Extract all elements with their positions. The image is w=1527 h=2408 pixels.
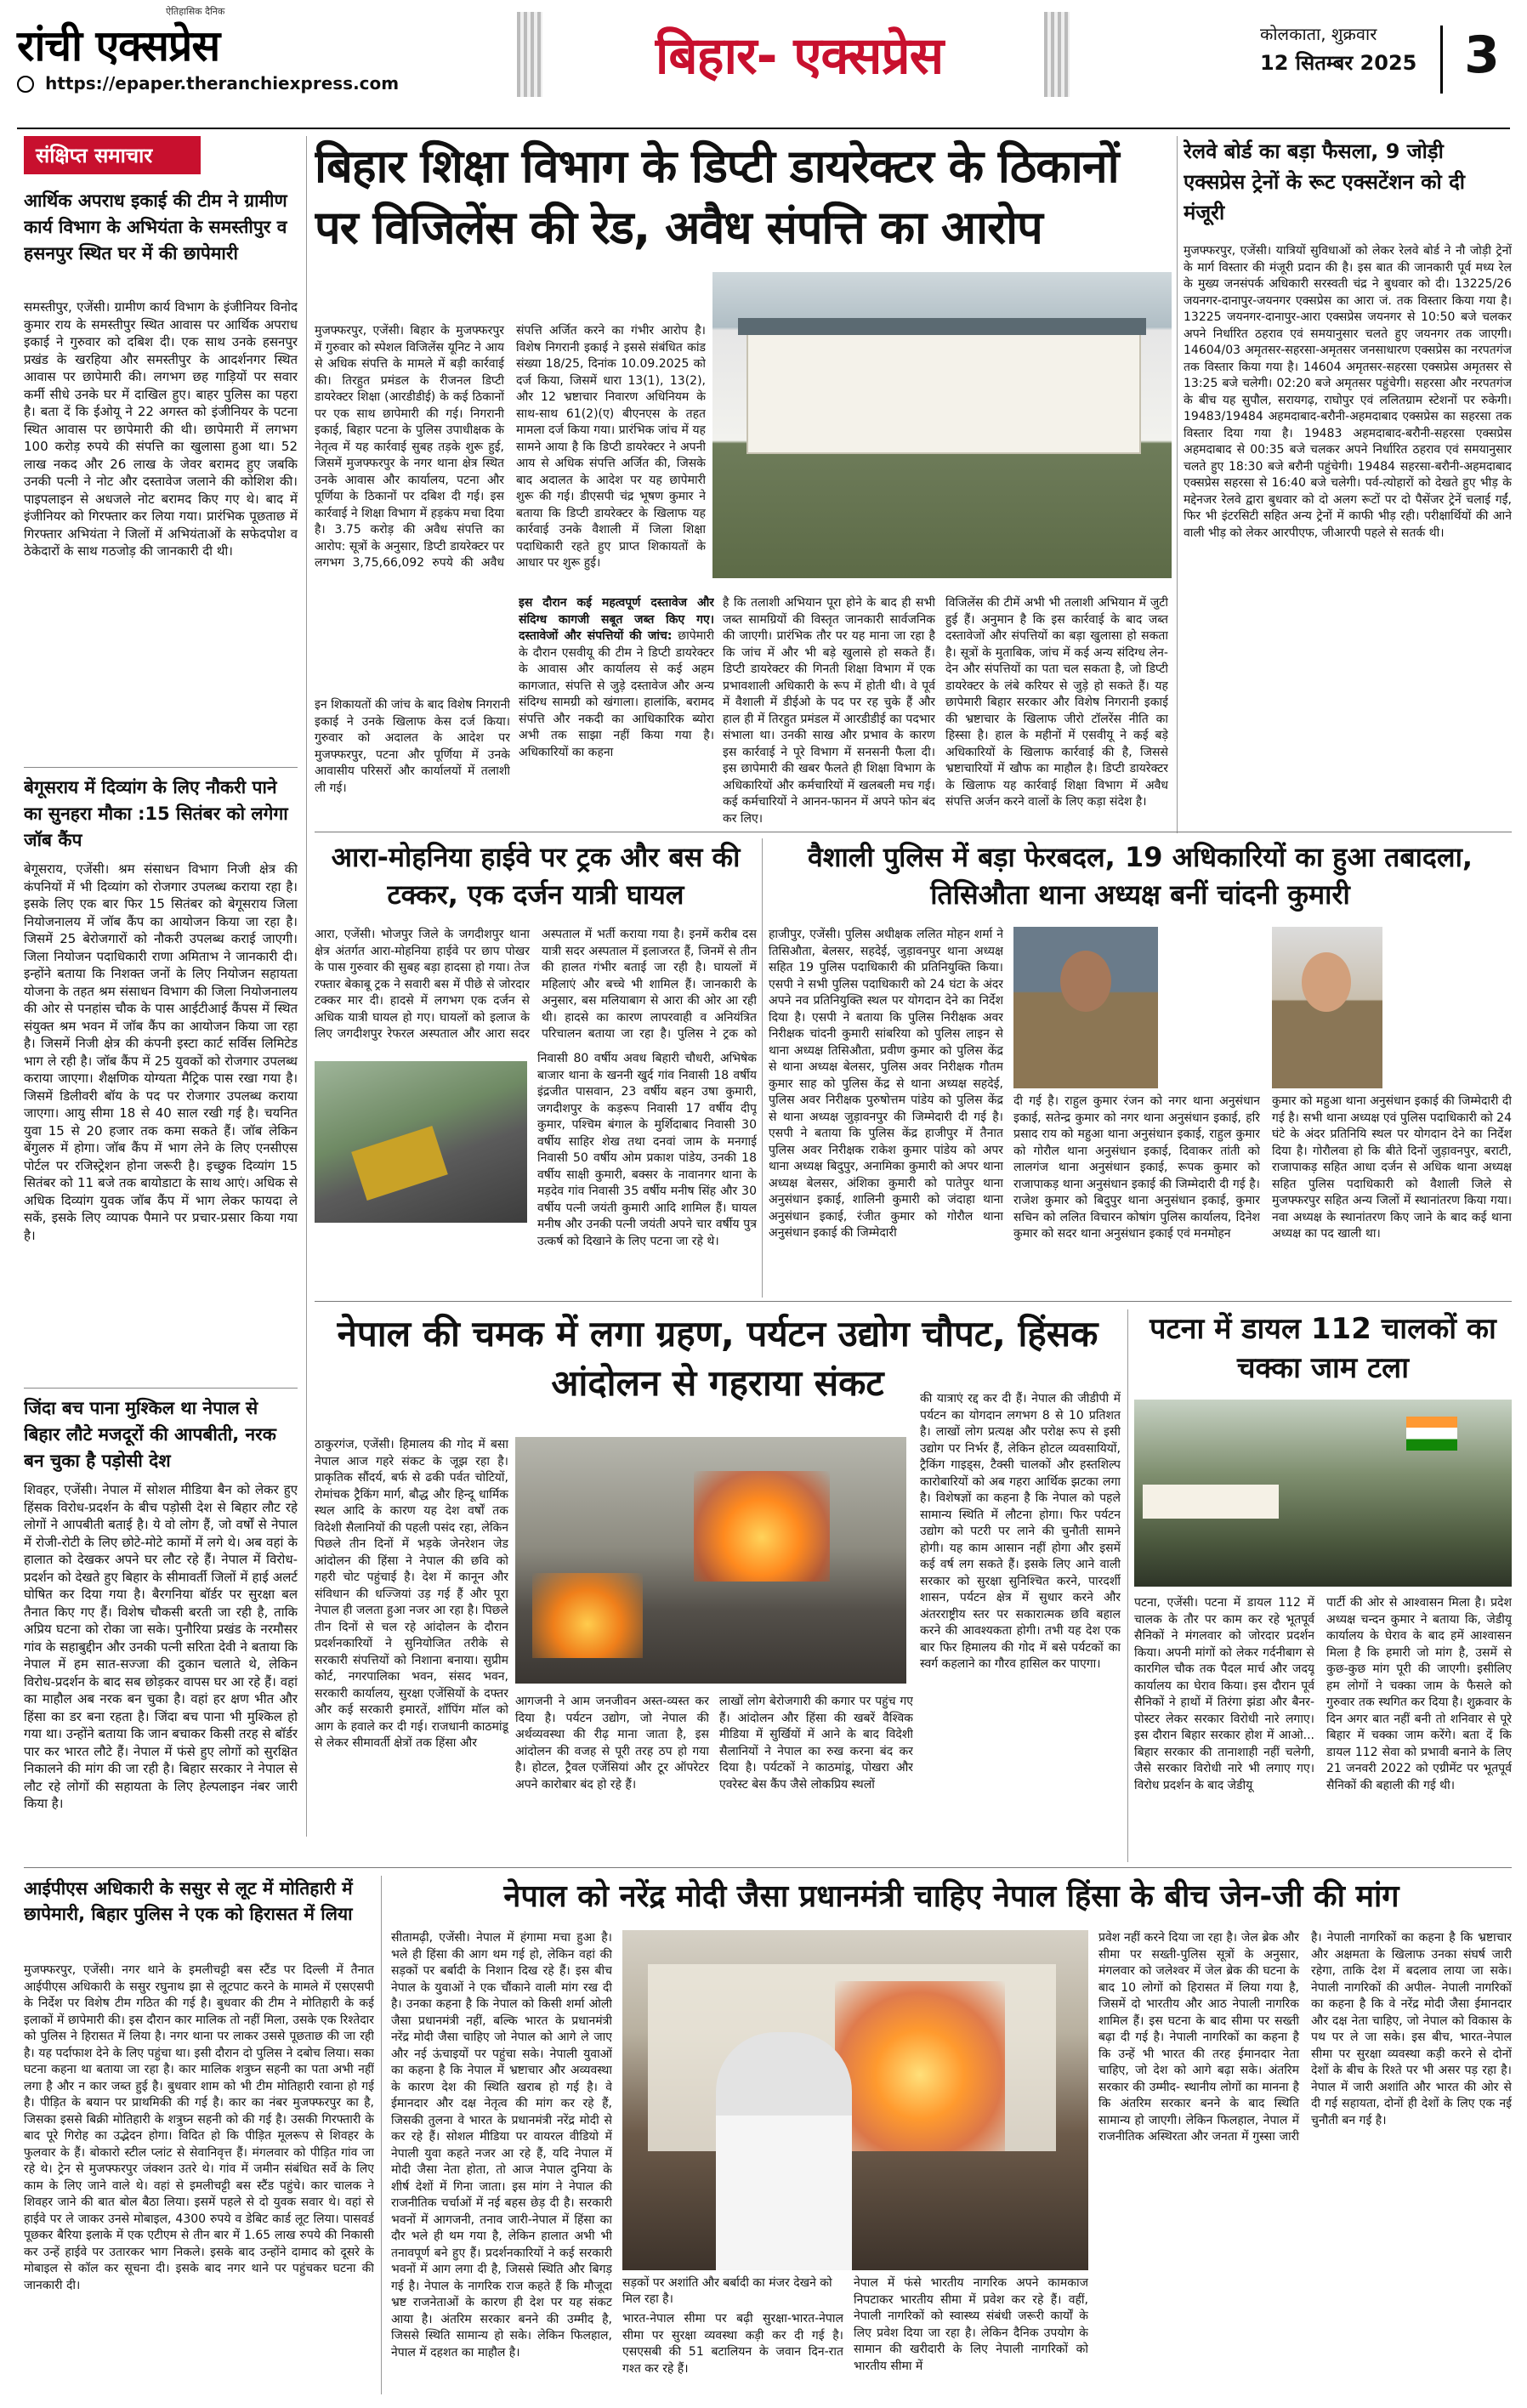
lead-story-headline: बिहार शिक्षा विभाग के डिप्टी डायरेक्टर के ठिकानों पर विजिलेंस की रेड, अवैध संपत्ति का आरोप	[315, 139, 1119, 254]
masthead-rule	[17, 128, 1510, 129]
section-rule	[24, 1867, 1512, 1868]
nepal-story-col2: लाखों लोग बेरोजगारी की कगार पर पहुंच गए हैं। आंदोलन और हिंसा की खबरें वैश्विक मीडिया में सुर्खियों में आने के बाद विदेशी सैलानियों ने नेपाल का रुख करना बंद कर दिया है। पर्यटकों ने काठमांडू, पोखरा और एवरेस्ट बेस कैंप जैसे लोकप्रिय स्थलों	[719, 1695, 913, 1792]
masthead-pillar-left	[517, 12, 542, 97]
accident-story	[315, 838, 757, 1298]
brief-story-headline: बेगूसराय में दिव्यांग के लिए नौकरी पाने का सुनहरा मौका :15 सितंबर को लगेगा जॉब कैंप	[24, 777, 288, 850]
face-shape	[1060, 951, 1111, 1012]
nepal-story-col1b: आगजनी ने आम जनजीवन अस्त-व्यस्त कर दिया है। पर्यटन उद्योग, जो नेपाल की अर्थव्यवस्था की रीढ़ माना जाता है, इस आंदोलन की वजह से पूरी तरह ठप हो गया है। होटल, ट्रैवल एजेंसियां और टूर ऑपरेटर अपने कारोबार बंद हो रहे हैं।	[515, 1695, 709, 1792]
genz-story-headline: नेपाल को नरेंद्र मोदी जैसा प्रधानमंत्री चाहिए नेपाल हिंसा के बीच जेन-जी की मांग	[503, 1879, 1399, 1914]
officer-photo-female	[1272, 927, 1382, 1088]
photo-caption: सड़कों पर अशांति और बर्बादी का मंजर देखने को मिल रहा है।	[622, 2276, 832, 2306]
logo-tagline: ऐतिहासिक दैनिक	[166, 6, 225, 17]
logo-text: रांची एक्सप्रेस	[17, 21, 220, 71]
lead-story	[315, 136, 1173, 833]
lead-column-rule	[1177, 136, 1178, 833]
lead-story-kicker: इस दौरान कई महत्वपूर्ण दस्तावेज और संदिग्ध कागजी सबूत जब्त किए गए। दस्तावेजों और संपत्तियों की जांच:	[519, 596, 714, 643]
patna-column-rule	[1127, 1309, 1128, 1862]
rail-story-body: मुजफ्फरपुर, एजेंसी। यात्रियों सुविधाओं को लेकर रेलवे बोर्ड ने नौ जोड़ी ट्रेनों के मार्ग विस्तार की मंजूरी प्रदान की है। इस बात की जानकारी पूर्व मध्य रेल के मुख्य जनसंपर्क अधिकारी सरस्वती चंद्र ने बुधवार को दी। 13225/26 जयनगर-दानापुर-जयनगर एक्सप्रेस का आरा जं. तक विस्तार किया गया है। 13225 जयनगर-दानापुर-आरा एक्सप्रेस जयनगर से 10:50 बजे चलकर अपने निर्धारित ठहराव एवं समयानुसार चलते हुए जयनगर तक जाएगी। 14604/03 अमृतसर-सहरसा-अमृतसर जनसाधारण एक्सप्रेस का नरपतगंज तक विस्तार किया गया है। 14604 अमृतसर-सहरसा एक्सप्रेस अमृतसर से 13:25 बजे चलेगी। 02:20 बजे अमृतसर पहुंचेगी। सहरसा और नरपतगंज के बीच यह सुपौल, सरायगढ़, राघोपुर एवं ललितग्राम स्टेशनों पर रुकेगी। 19483/19484 अहमदाबाद-बरौनी-अहमदाबाद एक्सप्रेस का सहरसा तक विस्तार दिया गया है। 19483 अहमदाबाद-बरौनी-सहरसा एक्सप्रेस अहमदाबाद से 00:35 बजे चलकर अपने निर्धारित ठहराव एवं समयानुसार चलते हुए 18:30 बजे बरौनी पहुंचेगी। 19484 सहरसा-बरौनी-अहमदाबाद एक्सप्रेस सहरसा से 16:40 बजे चलेगी। पर्व-त्योहारों को देखते हुए भीड़ के मद्देनजर रेलवे द्वारा बुधवार को दो अलग रूटों पर दो पैसेंजर ट्रेनें चलाई गईं, फिर भी इंटरसिटी सहित अन्य ट्रेनों में काफी भीड़ रही। परीक्षार्थियों की आने वाली भीड़ को लेकर आरपीएफ, जीआरपी पहले से सतर्क थी।	[1184, 244, 1512, 540]
issue-date: 12 सितम्बर 2025	[1260, 51, 1417, 75]
genz-story	[391, 1876, 1512, 2394]
officer-photo-male	[1013, 927, 1158, 1088]
lead-story-col2-text: इन शिकायतों की जांच के बाद विशेष निगरानी इकाई ने उनके खिलाफ केस दर्ज किया। गुरुवार को अदालत के आदेश पर मुजफ्फरपुर, पटना और पूर्णिया में उनके आवासीय परिसरों और कार्यालयों में तलाशी ली गई।	[315, 698, 510, 795]
person-portrait	[716, 2032, 852, 2270]
brief-story	[24, 1395, 298, 1830]
patna-story	[1134, 1309, 1512, 1862]
nepal-story-col3: की यात्राएं रद्द कर दी हैं। नेपाल की जीडीपी में पर्यटन का योगदान लगभग 8 से 10 प्रतिशत है। लाखों लोग प्रत्यक्ष और परोक्ष रूप से इसी उद्योग पर निर्भर हैं, लेकिन होटल व्यवसायियों, ट्रैकिंग गाइड्स, टैक्सी चालकों और हस्तशिल्प कारोबारियों को अब गहरा आर्थिक झटका लगा है। विशेषज्ञों का कहना है कि नेपाल को पहले सामान्य स्थिति में लौटना होगा। फिर पर्यटन उद्योग को पटरी पर लाने की चुनौती सामने होगी। यह काम आसान नहीं होगा और इसमें कई वर्ष लग सकते हैं। इसके लिए आने वाली सरकार को सुरक्षा सुनिश्चित करने, पारदर्शी शासन, पर्यटन क्षेत्र में सुधार करने और अंतरराष्ट्रीय स्तर पर सकारात्मक छवि बहाल करने की आवश्यकता होगी। तभी यह देश एक बार फिर हिमालय की गोद में बसे पर्यटकों का स्वर्ग कहलाने का गौरव हासिल कर पाएगा।	[920, 1392, 1121, 1671]
rail-story-headline: रेलवे बोर्ड का बड़ा फैसला, 9 जोड़ी एक्सप्रेस ट्रेनों के रूट एक्सटेंशन को दी मंजूरी	[1184, 139, 1466, 224]
lead-story-col2b	[519, 595, 714, 833]
fire-shape	[532, 1573, 643, 1658]
accident-story-col1: आरा, एजेंसी। भोजपुर जिले के जगदीशपुर थाना क्षेत्र अंतर्गत आरा-मोहनिया हाईवे पर छाप पोखर के पास गुरुवार की सुबह बड़ा हादसा हो गया। तेज रफ्तार बेकाबू ट्रक ने सवारी बस में पीछे से जोरदार टक्कर मार दी। हादसे में लगभग एक दर्जन से अधिक यात्री घायल हो गए। घायलों को इलाज के लिए जगदीशपुर रेफरल अस्पताल और आरा सदर अस्पताल में भर्ती कराया गया है। इनमें करीब दस यात्री सदर अस्पताल में इलाजरत हैं, जिनमें से तीन की हालत गंभीर बताई जा रही है। घायलों में महिलाएं और बच्चे भी शामिल हैं। जानकारी के अनुसार, बस मलियाबाग से आरा की ओर आ रही थी। हादसे का कारण लापरवाही व अनियंत्रित परिचालन बताया जा रहा है। पुलिस ने ट्रक को	[315, 928, 757, 1041]
sidebar-column-rule	[306, 136, 307, 1837]
accident-story-col2: निवासी 80 वर्षीय अवध बिहारी चौधरी, अभिषेक बाजार थाना के खननी खुर्द गांव निवासी 18 वर्षीय इंद्रजीत पासवान, 23 वर्षीय बहन उषा कुमारी, जगदीशपुर के कड़रूप निवासी 17 वर्षीय दीपू कुमार, पश्चिम बंगाल के मुर्शिदाबाद निवासी 30 वर्षीय साहिर शेख तथा दनवां जाम के मनगाई निवासी 50 वर्षीय ओम प्रकाश पांडेय, उनकी 18 वर्षीय साक्षी कुमारी, बक्सर के नावानगर थाना के मड़देव गांव निवासी 35 वर्षीय मनीष सिंह और 30 वर्षीय पत्नी जयंती कुमारी आदि शामिल हैं। घायल मनीष और उनकी पत्नी जयंती अपने चार वर्षीय पुत्र उत्कर्ष को दिखाने के लिए पटना जा रहे थे।	[537, 1052, 757, 1248]
patna-story-col1: पटना, एजेंसी। पटना में डायल 112 में चालक के तौर पर काम कर रहे भूतपूर्व सैनिकों ने मंगलवार को जोरदार प्रदर्शन किया। अपनी मांगों को लेकर गर्दनीबाग से कारगिल चौक तक पैदल मार्च और जदयू कार्यालय का घेराव किया। इस दौरान पूर्व सैनिकों ने हाथों में तिरंगा झंडा और बैनर-पोस्टर लेकर सरकार विरोधी नारे लगाए। इस दौरान बिहार सरकार होश में आओ... बिहार सरकार की तानाशाही नहीं चलेगी, जैसे सरकार विरोधी नारे भी लगाए गए। विरोध प्रदर्शन के बाद जेडीयू	[1134, 1596, 1314, 1792]
police-story-col3: कुमार को महुआ थाना अनुसंधान इकाई की जिम्मेदारी दी गई है। सभी थाना अध्यक्ष एवं पुलिस पदाधिकारी को 24 घंटे के अंदर प्रतिनियि स्थल पर योगदान देने का निर्देश दिया है। गोरौलवा हो कि बीते दिनों जुड़ावनपुर, बराटी, राजापाकड़ सहित आधा दर्जन से अधिक थाना अध्यक्ष सहित पुलिस पदाधिकारी को वैशाली जिले से मुजफ्फरपुर सहित अन्य जिलों में स्थानांतरण किया गया। नवा अध्यक्ष के स्थानांतरण किए जाने के बाद कई थाना अध्यक्ष का पद खाली था।	[1272, 1094, 1512, 1241]
globe-icon	[17, 76, 34, 93]
lead-story-col4: विजिलेंस की टीमें अभी भी तलाशी अभियान में जुटी हुई हैं। अनुमान है कि इस कार्रवाई के बाद जब्त दस्तावेजों और संपत्तियों का बड़ा खुलासा हो सकता है। सूत्रों के मुताबिक, जांच में कई अन्य संदिग्ध लेन-देन और संपत्तियों का पता चल सकता है, जो डिप्टी डायरेक्टर के लंबे करियर से जुड़े हो सकते हैं। यह छापेमारी बिहार सरकार और विशेष निगरानी इकाई की भ्रष्टाचार के खिलाफ जीरो टॉलरेंस नीति का हिस्सा है। हाल के महीनों में एसवीयू ने कई बड़े अधिकारियों के खिलाफ कार्रवाई की है, जिससे भ्रष्टाचारियों में खौफ का माहौल है। डिप्टी डायरेक्टर के खिलाफ यह कार्रवाई शिक्षा विभाग में अवैध संपत्ति अर्जन करने वालों के लिए कड़ा संदेश है।	[945, 596, 1168, 809]
fire-shape	[835, 1981, 1005, 2151]
brief-story-body: समस्तीपुर, एजेंसी। ग्रामीण कार्य विभाग के इंजीनियर विनोद कुमार राय के समस्तीपुर स्थित आवास पर आर्थिक अपराध इकाई ने गुरुवार को दबिश दी। एक साथ उनके हसनपुर प्रखंड के खरहिया और समस्तीपुर के आदर्शनगर स्थित आवास पर छापेमारी की। लगभग छह गाड़ियों पर सवार कर्मी सीधे उनके घर में दाखिल हुए। बाहर पुलिस का पहरा है। बता दें कि ईओयू ने 22 अगस्त को इंजीनियर के पटना स्थित आवास पर छापेमारी की थी। छापेमारी में लगभग 100 करोड़ रुपये की संपत्ति का खुलासा हुआ था। 52 लाख नकद और 26 लाख के जेवर बरामद हुए जबकि उनकी पत्नी ने नोट और दस्तावेज जलाने की कोशिश की। पाइपलाइन से अधजले नोट बरामद किए गए थे। बाद में इंजीनियर को गिरफ्तार कर लिया गया। प्रारंभिक पूछताछ में गिरफ्तार अभियंता ने जिलों में अभियंताओं के सफेदपोश व ठेकेदारों के साथ गठजोड़ की जानकारी दी थी।	[24, 299, 298, 559]
rail-story	[1184, 136, 1512, 833]
banner-shape	[1143, 1485, 1279, 1519]
lead-story-col3: है कि तलाशी अभियान पूरा होने के बाद ही सभी जब्त सामग्रियों की विस्तृत जानकारी सार्वजनिक की जाएगी। प्रारंभिक तौर पर यह माना जा रहा है कि जांच में और भी बड़े खुलासे हो सकते हैं। डिप्टी डायरेक्टर की गिनती शिक्षा विभाग में एक प्रभावशाली अधिकारी के रूप में होती थी। वे पूर्व में वैशाली में डीईओ के पद पर रह चुके हैं और हाल ही में तिरहुत प्रमंडल में आरडीडीई का पदभार संभाला था। उनकी साख और प्रभाव के कारण इस कार्रवाई ने पूरे विभाग में सनसनी फैला दी। इस छापेमारी की खबर फैलते ही शिक्षा विभाग के अधिकारियों और कर्मचारियों में खलबली मच गई। कई कर्मचारियों ने आनन-फानन में अपने फोन बंद कर लिए।	[723, 596, 935, 826]
protest-photo	[1134, 1400, 1512, 1587]
building-shape	[746, 332, 1141, 454]
brief-story-body: शिवहर, एजेंसी। नेपाल में सोशल मीडिया बैन को लेकर हुए हिंसक विरोध-प्रदर्शन के बीच पड़ोसी देश से बिहार लौट रहे लोगों ने आपबीती बताई है। ये वो लोग हैं, जो वर्षों से नेपाल में रोजी-रोटी के लिए छोटे-मोटे कामों में लगे थे। अब वहां के हालात को देखकर अपने घर लौट रहे हैं। नेपाल में विरोध-प्रदर्शन को देखते हुए बिहार के सीमावर्ती जिलों में हाई अलर्ट घोषित कर दिया गया है। बैरगनिया बॉर्डर पर सुरक्षा बल तैनात किए गए हैं। विशेष चौकसी बरती जा रही है, ताकि अप्रिय घटना को रोका जा सके। पुनौरिया प्रखंड के नरमौसर गांव के सहाबुद्दीन और उनकी पत्नी सरिता देवी ने बताया कि नेपाल में हम सात-सज्जा की दुकान चलाते थे, लेकिन विरोध-प्रदर्शन के बाद सब छोड़कर वापस घर आ रहे हैं। वहां का माहौल अब नरक बन चुका है। वहां हर क्षण भीत और हिंसा का डर बना रहता है। जिंदा बच पाना भी मुश्किल हो गया था। उन्होंने बताया कि जान बचाकर किसी तरह से बॉर्डर पार कर भारत लौटे हैं। नेपाल में फंसे हुए लोगों को सुरक्षित निकालने की मांग की जा रही है। बिहार सरकार ने नेपाल से लौट रहे लोगों की सहायता के लिए हेल्पलाइन नंबर जारी किया है।	[24, 1482, 298, 1811]
newspaper-logo	[17, 5, 323, 71]
nepal-story-col1: ठाकुरगंज, एजेंसी। हिमालय की गोद में बसा नेपाल आज गहरे संकट के जूझ रहा है। प्राकृतिक सौंदर्य, बर्फ से ढकी पर्वत चोटियों, रोमांचक ट्रैकिंग मार्ग, बौद्ध और हिन्दू धार्मिक स्थल आदि के कारण यह देश वर्षों तक विदेशी सैलानियों की पहली पसंद रहा, लेकिन पिछले तीन दिनों में भड़के जेनरेशन जेड आंदोलन की हिंसा ने नेपाल की छवि को गहरी चोट पहुंचाई है। देश में कानून और संविधान की धज्जियां उड़ गई हैं और पूरा नेपाल ही जलता हुआ नजर आ रहा है। पिछले तीन दिनों से चल रहे आंदोलन के दौरान प्रदर्शनकारियों ने सुनियोजित तरीके से सरकारी संपत्तियों को निशाना बनाया। सुप्रीम कोर्ट, नगरपालिका भवन, संसद भवन, सरकारी कार्यालय, सुरक्षा एजेंसियों के दफ्तर और कई सरकारी इमारतें, शॉपिंग मॉल को आग के हवाले कर दी गई। राजधानी काठमांडू से लेकर सीमावर्ती क्षेत्रों तक हिंसा और	[315, 1438, 508, 1750]
lead-story-col2	[315, 697, 510, 833]
epaper-url[interactable]: https://epaper.theranchiexpress.com	[45, 73, 400, 94]
flag-shape	[1406, 1417, 1457, 1451]
brief-news-header: संक्षिप्त समाचार	[24, 136, 201, 174]
brief-story-body: बेगूसराय, एजेंसी। श्रम संसाधन विभाग निजी क्षेत्र की कंपनियों में भी दिव्यांग को रोजगार उपलब्ध कराया रहा है। इसके लिए एक बार फिर 15 सितंबर को बेगूसराय जिला नियोजनालय में जॉब कैंप का आयोजन किया जा रहा है। जिसमें 25 बेरोजगारों को नौकरी उपलब्ध कराई जाएगी। जिला नियोजन पदाधिकारी राणा अमिताभ ने जानकारी दी। इन्होंने बताया कि निशक्त जनों के लिए नियोजन सहायता योजना के तहत श्रम संसाधन विभाग की जिला नियोजनालय की ओर से पनहांस चौक के पास आईटीआई कैंपस में स्थित संयुक्त श्रम भवन में जॉब कैंप का आयोजन किया जा रहा है। जिसमें निजी क्षेत्र की कंपनी इस्टा कार्ट सर्विस लिमिटेड भाग ले रही है। जॉब कैंप में 25 युवकों को रोजगार उपलब्ध कराया जाएगा। शैक्षणिक योग्यता मैट्रिक पास रखा गया है। जिसमें डिलीवरी बॉय के पद पर रोजगार उपलब्ध कराया जाएगा। आयु सीमा 18 से 40 साल रखी गई है। चयनित युवा 15 से 20 हजार तक कमा सकते हैं। जॉब लेकिन बेंगुलरु में होगा। जॉब कैंप में भाग लेने के लिए एनसीएस पोर्टल पर रजिस्ट्रेशन होना जरूरी है। इच्छुक दिव्यांग 15 सितंबर को 11 बजे तक बायोडाटा के साथ आएं। अधिक से अधिक दिव्यांग युवक जॉब कैंप में भाग लेकर फायदा ले सकें, इसके लिए व्यापक पैमाने पर प्रचार-प्रसार किया गया है।	[24, 861, 298, 1243]
dateline	[1260, 22, 1447, 99]
brief-news-sidebar	[24, 136, 298, 1837]
masthead	[0, 0, 1527, 102]
patna-story-col2: पार्टी की ओर से आश्वासन मिला है। प्रदेश अध्यक्ष चन्दन कुमार ने बताया कि, जेडीयू कार्यालय के घेराव के बाद हमें आश्वासन मिला है कि हमारी जो मांग है, उसमें से कुछ-कुछ मांग पूरी की जाएगी। इसीलिए हम लोगों ने चक्का जाम के फैसले को गुरुवार तक स्थगित कर दिया है। शुक्रवार के दिन अगर बात नहीं बनी तो शनिवार से पूरे बिहार में चक्का जाम करेंगे। बता दें कि डायल 112 सेवा को प्रभावी बनाने के लिए 21 जनवरी 2022 को एग्रीमेंट पर भूतपूर्व सैनिकों की बहाली की गई थी।	[1326, 1596, 1512, 1792]
genz-story-col2-bottom: भारत-नेपाल सीमा पर बढ़ी सुरक्षा-भारत-नेपाल सीमा पर सुरक्षा व्यवस्था कड़ी कर दी गई है। एसएसबी की 51 बटालियन के जवान दिन-रात गश्त कर रहे हैं।	[622, 2312, 843, 2376]
brief-story-headline: आर्थिक अपराध इकाई की टीम ने ग्रामीण कार्य विभाग के अभियंता के समस्तीपुर व हसनपुर स्थित घर में की छापेमारी	[24, 190, 287, 264]
brief-story	[24, 188, 298, 762]
lead-story-col1: मुजफ्फरपुर, एजेंसी। बिहार के मुजफ्फरपुर में गुरुवार को स्पेशल विजिलेंस यूनिट ने आय से अधिक संपत्ति के मामले में बड़ी कार्रवाई की। तिरहुत प्रमंडल के रीजनल डिप्टी डायरेक्टर शिक्षा (आरडीडीई) के कई ठिकानों पर एक साथ छापेमारी की गई। निगरानी इकाई, बिहार पटना के पुलिस उपाधीक्षक के नेतृत्व में यह कार्रवाई सुबह तड़के शुरू हुई, जिसमें मुजफ्फरपुर के नगर थाना क्षेत्र स्थित उनके आवास और कार्यालय, पटना और पूर्णिया के ठिकानों पर दबिश दी गई। इस कार्रवाई ने शिक्षा विभाग में हड़कंप मचा दिया है। 3.75 करोड़ की अवैध संपत्ति का आरोप: सूत्रों के अनुसार, डिप्टी डायरेक्टर पर लगभग 3,75,66,092 रुपये की अवैध संपत्ति अर्जित करने का गंभीर आरोप है। विशेष निगरानी इकाई ने इससे संबंधित कांड संख्या 18/25, दिनांक 10.09.2025 को दर्ज किया, जिसमें धारा 13(1), 13(2), और 12 भ्रष्टाचार निवारण अधिनियम के साथ-साथ 61(2)(ए) बीएनएस के तहत मामला दर्ज किया गया। प्रारंभिक जांच में यह सामने आया है कि डिप्टी डायरेक्टर ने अपनी आय से अधिक संपत्ति अर्जित की, जिसके बाद अदालत के आदेश पर यह छापेमारी शुरू की गई। डीएसपी चंद्र भूषण कुमार ने बताया कि डिप्टी डायरेक्टर के खिलाफ यह कार्रवाई उनके वैशाली में जिला शिक्षा पदाधिकारी रहते हुए प्राप्त शिकायतों के आधार पर शुरू हुई।	[315, 324, 706, 570]
police-story-col1: हाजीपुर, एजेंसी। पुलिस अधीक्षक ललित मोहन शर्मा ने तिसिऔता, बेलसर, सहदेई, जुड़ावनपुर थाना अध्यक्ष सहित 19 पुलिस पदाधिकारी की प्रतिनियुक्ति किया। एसपी ने सभी पुलिस पदाधिकारी को 24 घंटा के अंदर अपने नव प्रतिनियुक्ति स्थल पर योगदान देने का निर्देश दिया है। एसपी ने बताया कि पुलिस निरीक्षक अवर निरीक्षक चांदनी कुमारी सांबरिया को पुलिस लाइन से थाना अध्यक्ष तिसिऔता, प्रवीण कुमार को पुलिस केंद्र से थाना अध्यक्ष बेलसर, पुलिस अवर निरीक्षक गौतम कुमार साह को पुलिस केंद्र से थाना अध्यक्ष सहदेई, पुलिस अवर निरीक्षक पुरुषोत्तम पांडेय को पुलिस केंद्र से थाना अध्यक्ष जुड़ावनपुर की जिम्मेदारी दी गई है। एसपी ने बताया कि पुलिस केंद्र हाजीपुर में तैनात पुलिस अवर निरीक्षक राकेश कुमार पांडेय को अपर थाना अध्यक्ष बिदुपुर, अनामिका कुमारी को अपर थाना अध्यक्ष बेलसर, अंशिका कुमारी को पातेपुर थाना अनुसंधान इकाई, शालिनी कुमारी को जंदाहा थाना अनुसंधान इकाई, रंजीत कुमार को गोरौल थाना अनुसंधान इकाई की जिम्मेदारी	[769, 928, 1003, 1240]
police-story	[769, 838, 1512, 1298]
police-column-rule	[762, 838, 763, 1298]
dateline-divider	[1440, 26, 1443, 94]
sidebar-divider	[24, 767, 298, 768]
truck-shape	[351, 1126, 448, 1201]
genz-story-col1: सीतामढ़ी, एजेंसी। नेपाल में हंगामा मचा हुआ है। भले ही हिंसा की आग थम गई हो, लेकिन वहां की सड़कों पर बर्बादी के निशान दिख रहे हैं। इस बीच नेपाल के युवाओं ने एक चौंकाने वाली मांग रख दी है। उनका कहना है कि नेपाल को किसी शर्मा ओली जैसा प्रधानमंत्री नहीं, बल्कि भारत के प्रधानमंत्री नरेंद्र मोदी जैसा चाहिए जो नेपाल को आगे ले जाए और नई ऊंचाइयों पर पहुंचा सके। नेपाली युवाओं का कहना है कि नेपाल में भ्रष्टाचार और अव्यवस्था के कारण देश की स्थिति खराब हो गई है। वे ईमानदार और दक्ष नेतृत्व की मांग कर रहे हैं, जिसकी तुलना वे भारत के प्रधानमंत्री नरेंद्र मोदी से कर रहे हैं। सोशल मीडिया पर वायरल वीडियो में नेपाली युवा कहते नजर आ रहे हैं, यदि नेपाल में मोदी जैसा नेता होता, तो आज नेपाल दुनिया के शीर्ष देशों में गिना जाता। इस मांग ने नेपाल की राजनीतिक चर्चाओं में नई बहस छेड़ दी है। सरकारी भवनों में आगजनी, तनाव जारी-नेपाल में हिंसा का दौर भले ही थम गया है, लेकिन हालात अभी भी तनावपूर्ण बने हुए हैं। प्रदर्शनकारियों ने कई सरकारी भवनों में आग लगा दी है, जिससे स्थिति और बिगड़ गई है। नेपाल के नागरिक राज कहते हैं कि मौजूदा भ्रष्ट राजनेताओं के कारण ही देश पर यह संकट आया है। अंतरिम सरकार बनने की उम्मीद है, जिससे स्थिति सामान्य हो सके। लेकिन फिलहाल, नेपाल में दहशत का माहौल है।	[391, 1931, 612, 2360]
genz-story-col4: प्रवेश नहीं करने दिया जा रहा है। जेल ब्रेक और सीमा पर सख्ती-पुलिस सूत्रों के अनुसार, मंगलवार को जलेश्वर में जेल ब्रेक की घटना के बाद 10 लोगों को हिरासत में लिया गया है, जिसमें दो भारतीय और आठ नेपाली नागरिक शामिल हैं। इस घटना के बाद सीमा पर सख्ती बढ़ा दी गई है। नेपाली नागरिकों का कहना है कि उन्हें भी भारत की तरह ईमानदार नेता चाहिए, जो देश को आगे बढ़ा सके। अंतरिम सरकार की उम्मीद- स्थानीय लोगों का मानना है कि अंतरिम सरकार बनने के बाद स्थिति सामान्य हो जाएगी। लेकिन फिलहाल, नेपाल में राजनीतिक अस्थिरता और जनता में गुस्सा जारी है। नेपाली नागरिकों का कहना है कि भ्रष्टाचार और अक्षमता के खिलाफ उनका संघर्ष जारी रहेगा, ताकि देश में बदलाव लाया जा सके। नेपाली नागरिकों की अपील- नेपाली नागरिकों का कहना है कि वे नरेंद्र मोदी जैसा ईमानदार और दक्ष नेता चाहिए, जो नेपाल को विकास के पथ पर ले जा सके। इस बीच, भारत-नेपाल सीमा पर सुरक्षा व्यवस्था कड़ी करने से दोनों देशों के बीच के रिश्ते पर भी असर पड़ रहा है। नेपाल में जारी अशांति और भारत की ओर से दी गई सहायता, दोनों ही देशों के लिए एक नई चुनौती बन गई है।	[1098, 1931, 1512, 2144]
brief-story	[24, 775, 298, 1383]
section-rule	[315, 1301, 1512, 1302]
patna-story-headline: पटना में डायल 112 चालकों का चक्का जाम टला	[1150, 1312, 1496, 1385]
face-shape	[1302, 952, 1351, 1012]
accident-story-headline: आरा-मोहनिया हाईवे पर ट्रक और बस की टक्कर, एक दर्जन यात्री घायल	[331, 841, 741, 911]
page-number: 3	[1464, 26, 1500, 85]
sidebar-divider	[24, 1388, 298, 1389]
building-roof	[738, 318, 1146, 335]
fire-shape	[694, 1471, 830, 1582]
section-title: बिहार- एक्सप्रेस	[655, 26, 944, 86]
nepal-fire-photo	[515, 1437, 906, 1684]
police-story-col2: दी गई है। राहुल कुमार रंजन को नगर थाना अनुसंधान इकाई, सतेन्द्र कुमार को नगर थाना अनुसंधान इकाई, हरि प्रसाद राय को महुआ थाना अनुसंधान इकाई, राहुल कुमार को गोरौल थाना अनुसंधान इकाई, दिवाकर तांती को लालगंज थाना अनुसंधान इकाई, रूपक कुमार को राजापाकड़ थाना अनुसंधान इकाई की जिम्मेदारी दी गई है। राजेश कुमार को बिदुपुर थाना अनुसंधान इकाई, कुमार सचिन को ललित विचारन कोषांग पुलिस कार्यालय, दिनेश कुमार को सदर थाना अनुसंधान इकाई एवं मनमोहन	[1013, 1094, 1260, 1241]
masthead-pillar-right	[1044, 12, 1070, 97]
modi-fire-photo	[622, 1930, 1088, 2270]
vigilance-raid-photo	[712, 272, 1172, 578]
nepal-story	[315, 1309, 1121, 1862]
brief-story-headline: जिंदा बच पाना मुश्किल था नेपाल से बिहार लौटे मजदूरों की आपबीती, नरक बन चुका है पड़ोसी देश	[24, 1398, 276, 1471]
city-day: कोलकाता, शुक्रवार	[1260, 24, 1377, 44]
ips-column-rule	[381, 1876, 382, 2394]
accident-photo	[315, 1061, 527, 1223]
ips-story-headline: आईपीएस अधिकारी के ससुर से लूट में मोतिहारी में छापेमारी, बिहार पुलिस ने एक को हिरासत में लिया	[24, 1878, 353, 1924]
genz-story-col3-bottom: नेपाल में फंसे भारतीय नागरिक अपने कामकाज निपटाकर भारतीय सीमा में प्रवेश कर रहे हैं। वहीं, नेपाली नागरिकों को स्वास्थ्य संबंधी जरूरी कार्यों के लिए प्रवेश दिया जा रहा है। लेकिन दैनिक उपयोग के सामान की खरीदारी के लिए नेपाली नागरिकों को भारतीय सीमा में	[854, 2276, 1088, 2373]
police-story-headline: वैशाली पुलिस में बड़ा फेरबदल, 19 अधिकारियों का हुआ तबादला, तिसिऔता थाना अध्यक्ष बनीं चांदनी कुमारी	[807, 841, 1473, 911]
ips-story	[24, 1876, 374, 2394]
ips-story-body: मुजफ्फरपुर, एजेंसी। नगर थाने के इमलीचट्टी बस स्टैंड पर दिल्ली में तैनात आईपीएस अधिकारी के ससुर रघुनाथ झा से लूटपाट करने के मामले में एसएसपी के निर्देश पर विशेष टीम गठित की गई है। बुधवार की टीम ने मोतिहारी के कई इलाकों में छापेमारी की। इस दौरान कार मालिक तो नहीं मिला, उसके एक रिश्तेदार को पुलिस ने हिरासत में लिया है। नगर थाना पर लाकर उससे पूछताछ की जा रही है। यह पर्दाफाश देने के लिए पहुंचा था। इसी दौरान दो पुलिस ने दबोच लिया। सका घटना कहना था बताया जा रहा है। कार मालिक शत्रुघ्न सहनी का पता अभी नहीं लगा है और न कार जब्त हुई है। बुधवार शाम को भी टीम मोतिहारी रवाना हो गई है। पीड़ित के बयान पर प्राथमिकी की गई है। कार का नंबर मुजफ्फरपुर का है, जिसका इससे बिक्री मोतिहारी के शत्रुघ्न सहनी को की गई है। उसकी गिरफ्तारी के बाद पूरे गिरोह का उद्भेदन होगा। विदित हो कि पीड़ित मूलरूप से शिवहर के फुलवार के हैं। बोकारो स्टील प्लांट से सेवानिवृत्त हैं। मंगलवार को पीड़ित गांव जा रहे थे। ट्रेन से मुजफ्फरपुर जंक्शन उतरे थे। गांव में जमीन संबंधित सर्वे के लिए काम के लिए जाने वाले थे। वहां से इमलीचट्टी बस स्टैंड पहुंचे। कार चालक ने शिवहर जाने की बात बोल बैठा लिया। इसमें पहले से दो युवक सवार थे। वहां से हाईवे पर ले जाकर उनसे मोबाइल, 4300 रुपये व डेबिट कार्ड लूट लिया। पासवर्ड पूछकर बैरिया इलाके में एक एटीएम से तीन बार में 1.65 लाख रुपये की निकासी कर उन्हें हाईवे पर उतारकर भाग निकले। इसके बाद उन्होंने दामाद को दूसरे के मोबाइल से कॉल कर सूचना दी। इसके बाद नगर थाने पर पहुंचकर घटना की जानकारी दी।	[24, 1963, 374, 2292]
nepal-story-headline: नेपाल की चमक में लगा ग्रहण, पर्यटन उद्योग चौपट, हिंसक आंदोलन से गहराया संकट	[337, 1313, 1098, 1404]
lead-story-col2-more: छापेमारी के दौरान एसवीयू की टीम ने डिप्टी डायरेक्टर के आवास और कार्यालय से कई अहम कागजात, संपत्ति से जुड़े दस्तावेज और अन्य संदिग्ध सामग्री को खंगाला। हालांकि, बरामद संपत्ति और नकदी का आधिकारिक ब्योरा अभी तक साझा नहीं किया गया है। अधिकारियों का कहना	[519, 629, 714, 759]
epaper-url-bar[interactable]	[17, 73, 459, 97]
